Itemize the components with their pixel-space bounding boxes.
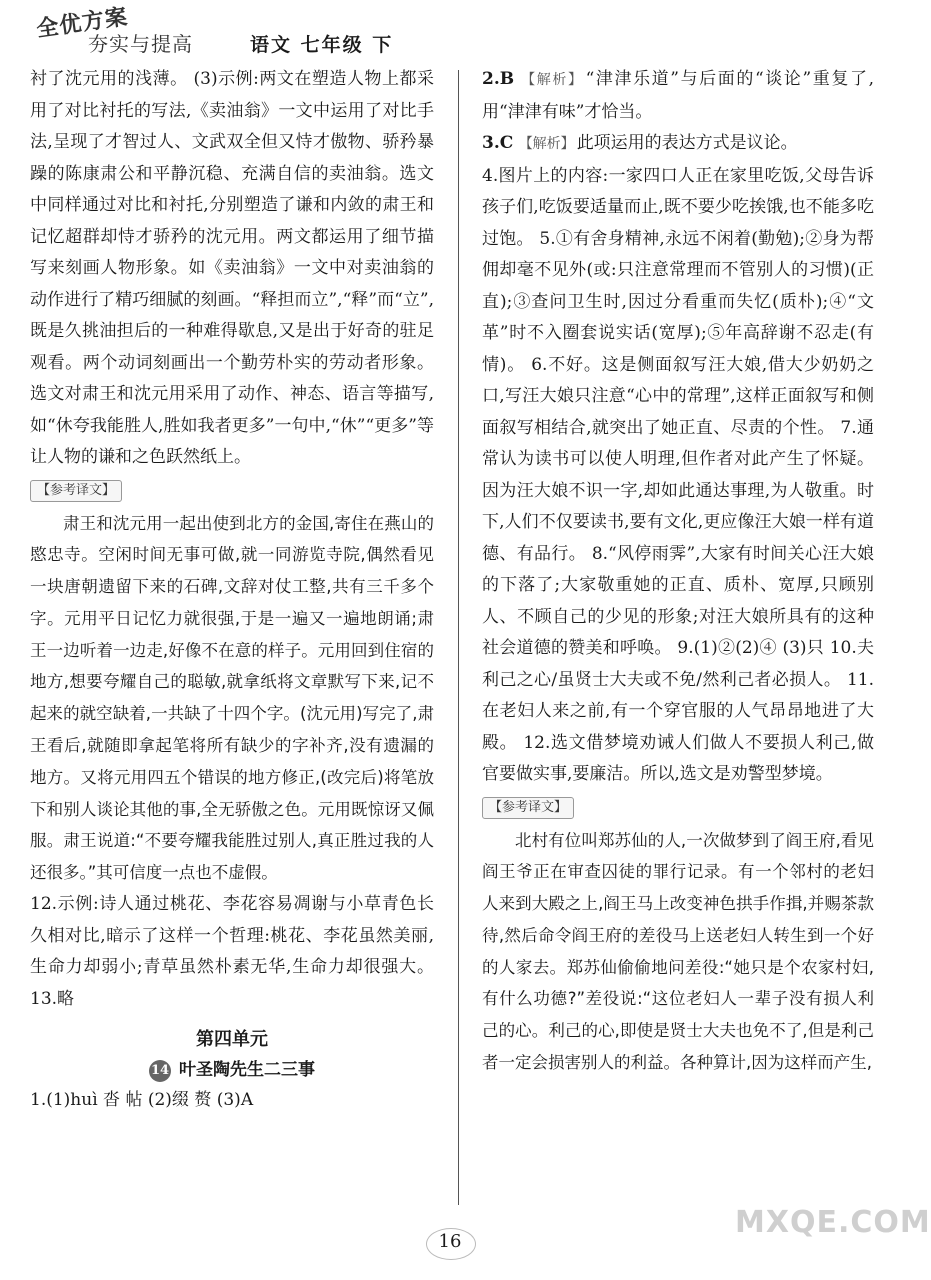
column-divider [458,70,459,1205]
reference-translation: 肃王和沈元用一起出使到北方的金国,寄住在燕山的愍忠寺。空闲时间无事可做,就一同游览寺院,偶然看见一块唐朝遗留下来的石碑,文辞对仗工整,共有三千多个字。元用平日记忆力就很强,于是一遍又一遍地朗诵;肃王一边听着一边走,好像不在意的样子。元用回到住宿的地方,想要夸耀自己的聪敏,就拿纸将文章默写下来,记不起来的就空缺着,一共缺了十四个字。(沈元用)写完了,肃王看后,就随即拿起笔将所有缺少的字补齐,没有遗漏的地方。又将元用四五个错误的地方修正,(改完后)将笔放下和别人谈论其他的事,全无骄傲之色。元用既惊讶又佩服。肃王说道:“不要夸耀我能胜过别人,真正胜过我的人还很多。”其可信度一点也不虚假。 [30,513,434,883]
site-watermark: MXQE.COM [735,1205,931,1240]
question-number: 2.B [482,69,515,89]
page-title: 语文 七年级 下 [250,34,394,56]
left-column [30,64,434,1117]
lesson-title: 叶圣陶先生二三事 [179,1060,315,1081]
reference-translation-tag: 【参考译文】 [30,480,122,502]
answer-paragraph: 衬了沈元用的浅薄。 (3)示例:两文在塑造人物上都采用了对比衬托的写法,《卖油翁》一文中运用了对比手法,呈现了才智过人、文武双全但又恃才傲物、骄矜暴躁的陈康肃公和平静沉稳、充满自信的卖油翁。选文中同样通过对比和衬托,分别塑造了谦和内敛的肃王和记忆超群却恃才骄矜的沈元用。两文都运用了细节描写来刻画人物形象。如《卖油翁》一文中对卖油翁的动作进行了精巧细腻的刻画。“释担而立”,“释”而“立”,既是久挑油担后的一种难得歇息,又是出于好奇的驻足观看。两个动词刻画出一个勤劳朴实的劳动者形象。选文对肃王和沈元用采用了动作、神态、语言等描写,如“休夸我能胜人,胜如我者更多”一句中,“休”“更多”等让人物的谦和之色跃然纸上。 [30,69,434,467]
reference-translation: 北村有位叫郑苏仙的人,一次做梦到了阎王府,看见阎王爷正在审查囚徒的罪行记录。有一个邻村的老妇人来到大殿之上,阎王马上改变神色拱手作揖,并赐茶款待,然后命令阎王府的差役马上送老妇人转生到一个好的人家去。郑苏仙偷偷地问差役:“她只是个农家村妇,有什么功德?”差役说:“这位老妇人一辈子没有损人利己的心。利己的心,即使是贤士大夫也免不了,但是利己者一定会损害别人的利益。各种算计,因为这样而产生, [482,830,874,1073]
answer-question-3 [482,128,874,161]
analysis-tag: 【解析】 [518,136,575,152]
analysis-text: “津津乐道”与后面的“谈论”重复了,用“津津有味”才恰当。 [482,69,875,122]
analysis-tag: 【解析】 [521,72,584,88]
analysis-text: 此项运用的表达方式是议论。 [576,133,798,153]
lesson-heading [30,1055,434,1085]
answer-paragraph: 4.图片上的内容:一家四口人正在家里吃饭,父母告诉孩子们,吃饭要适量而止,既不要少吃挨饿,也不能多吃过饱。 5.①有舍身精神,永远不闲着(勤勉);②身为帮佣却毫不见外(或:只注意常理而不管别人的习惯)(正直);③查问卫生时,因过分看重而失忆(质朴);④“文革”时不入圈套说实话(宽厚);⑤年高辞谢不忍走(有情)。 6.不好。这是侧面叙写汪大娘,借大少奶奶之口,写汪大娘只注意“心中的常理”,这样正面叙写和侧面叙写相结合,就突出了她正直、尽责的个性。 7.通常认为读书可以使人明理,但作者对此产生了怀疑。因为汪大娘不识一字,却如此通达事理,为人敬重。时下,人们不仅要读书,要有文化,更应像汪大娘一样有道德、有品行。 8.“风停雨霁”,大家有时间关心汪大娘的下落了;大家敬重她的正直、质朴、宽厚,只顾别人、不顾自己的少见的形象;对汪大娘所具有的这种社会道德的赞美和呼唤。 9.(1)②(2)④ (3)只 10.夫利己之心/虽贤士大夫或不免/然利己者必损人。 11.在老妇人来之前,有一个穿官服的人气昂昂地进了大殿。 12.选文借梦境劝诫人们做人不要损人利己,做官要做实事,要廉洁。所以,选文是劝警型梦境。 [482,165,874,784]
right-column [482,64,874,1079]
unit-title: 第四单元 [196,1029,268,1051]
page-header [0,0,900,68]
logo-line1: 全优方案 [34,3,130,43]
answer-question-1: 1.(1)huì 沓 帖 (2)缀 赘 (3)A [30,1090,254,1111]
answer-question-2 [482,64,874,128]
logo-line2: 夯实与提高 [88,32,193,56]
brand-logo [28,3,228,62]
page-number: 16 [438,1231,462,1252]
lesson-number-badge: 14 [149,1060,171,1082]
question-number: 3.C [482,133,514,153]
answer-paragraph-12: 12.示例:诗人通过桃花、李花容易凋谢与小草青色长久相对比,暗示了这样一个哲理:桃花、李花虽然美丽,生命力却弱小;青草虽然朴素无华,生命力却很强大。 13.略 [30,894,434,1009]
reference-translation-tag: 【参考译文】 [482,797,574,819]
